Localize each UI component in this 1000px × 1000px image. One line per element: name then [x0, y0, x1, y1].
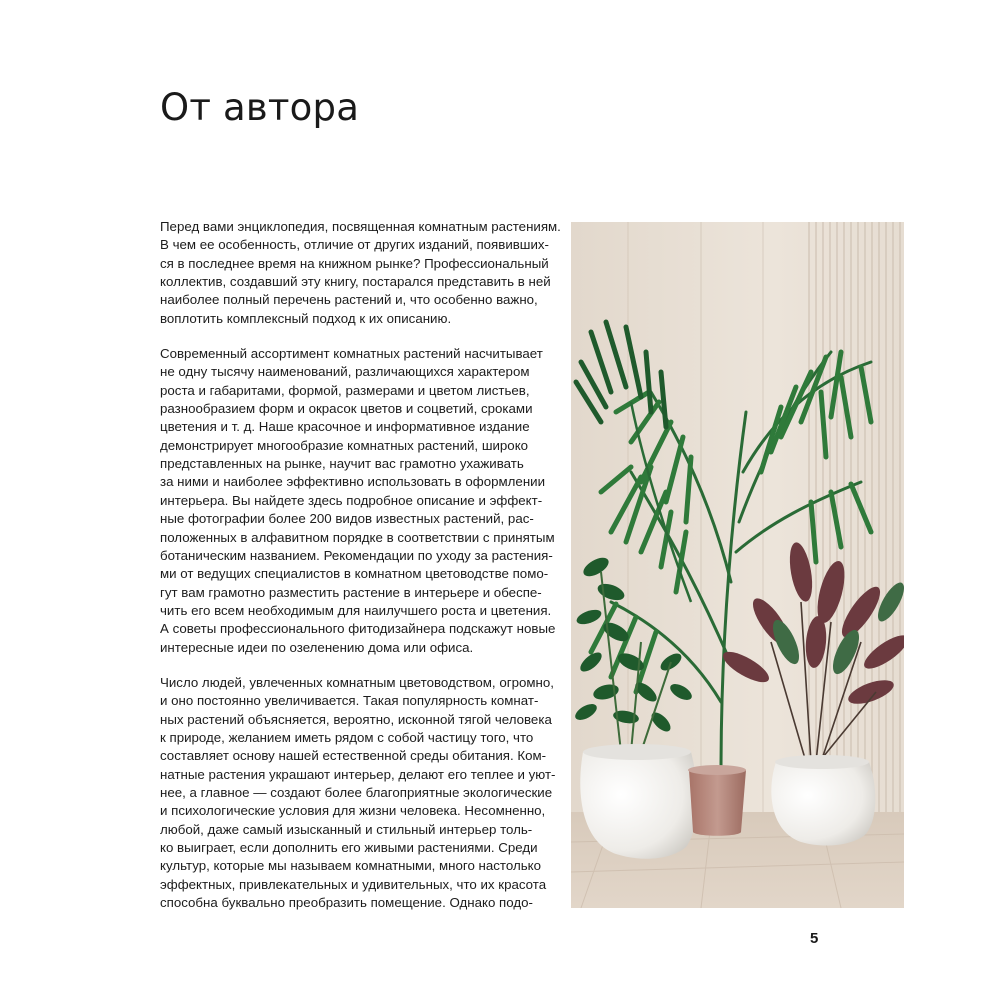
houseplants-photo — [571, 222, 904, 908]
text-line: Перед вами энциклопедия, посвященная комнатным растениям. — [160, 219, 561, 234]
text-line: к природе, желанием иметь рядом с собой частицу того, что — [160, 729, 534, 745]
text-line: культур, которые мы называем комнатными, много настолько — [160, 858, 542, 874]
text-line: коллектив, создавший эту книгу, постарался представить в ней — [160, 274, 551, 290]
text-line: воплотить комплексный подход к их описанию. — [160, 310, 452, 326]
text-line: ных растений объясняется, вероятно, исконной тягой человека — [160, 711, 552, 727]
text-line: разнообразием форм и окрасок цветов и соцветий, сроками — [160, 401, 533, 417]
text-line: и психологические условия для жизни человека. Несомненно, — [160, 803, 546, 819]
text-line: интересные идеи по озеленению дома или офиса. — [160, 639, 474, 655]
text-line: А советы профессионального фитодизайнера подскажут новые — [160, 621, 556, 637]
paragraph — [160, 345, 556, 657]
body-text — [160, 218, 561, 929]
paragraph — [160, 218, 561, 328]
text-line: и оно постоянно увеличивается. Такая популярность комнат- — [160, 693, 539, 709]
text-line: любой, даже самый изысканный и стильный интерьер толь- — [160, 821, 533, 837]
text-line: гут вам грамотно разместить растение в интерьере и обеспе- — [160, 584, 542, 600]
text-line: эффектных, привлекательных и удивительных, что их красота — [160, 876, 547, 892]
page-number: 5 — [810, 930, 819, 947]
text-line: положенных в алфавитном порядке в соответствии с принятым — [160, 529, 555, 545]
text-line: представленных на рынке, научит вас грамотно ухаживать — [160, 456, 524, 472]
text-line: интерьера. Вы найдете здесь подробное описание и эффект- — [160, 492, 543, 508]
text-line: натные растения украшают интерьер, делают его теплее и уют- — [160, 766, 556, 782]
text-line: чить его всем необходимым для наилучшего роста и цветения. — [160, 602, 552, 618]
text-line: за ними и наиболее эффективно использовать в оформлении — [160, 474, 546, 490]
text-line: В чем ее особенность, отличие от других изданий, появивших- — [160, 237, 549, 253]
text-line: ко выиграет, если дополнить его живыми растениями. Среди — [160, 840, 538, 855]
text-line: способна буквально преобразить помещение. Однако подо- — [160, 895, 533, 911]
text-line: нее, а главное — создают более благоприятные экологические — [160, 784, 553, 800]
text-line: составляет основу нашей естественной среды обитания. Ком- — [160, 748, 547, 764]
paragraph — [160, 674, 556, 912]
text-line: демонстрирует многообразие комнатных растений, широко — [160, 437, 529, 453]
text-line: ботаническим названием. Рекомендации по уходу за растения- — [160, 547, 553, 563]
text-line: Современный ассортимент комнатных растений насчитывает — [160, 346, 543, 362]
text-line: ся в последнее время на книжном рынке? Профессиональный — [160, 255, 549, 271]
text-line: цветения и т. д. Наше красочное и информативное издание — [160, 419, 530, 435]
text-line: наиболее полный перечень растений и, что особенно важно, — [160, 292, 538, 308]
text-line: ные фотографии более 200 видов известных растений, рас- — [160, 511, 534, 527]
text-line: роста и габаритами, формой, размерами и цветом листьев, — [160, 382, 530, 398]
text-line: ми от ведущих специалистов в комнатном цветоводстве помо- — [160, 566, 549, 582]
text-line: Число людей, увлеченных комнатным цветоводством, огромно, — [160, 674, 554, 690]
text-line: не одну тысячу наименований, различающихся характером — [160, 364, 530, 380]
page-title: От автора — [160, 86, 360, 129]
